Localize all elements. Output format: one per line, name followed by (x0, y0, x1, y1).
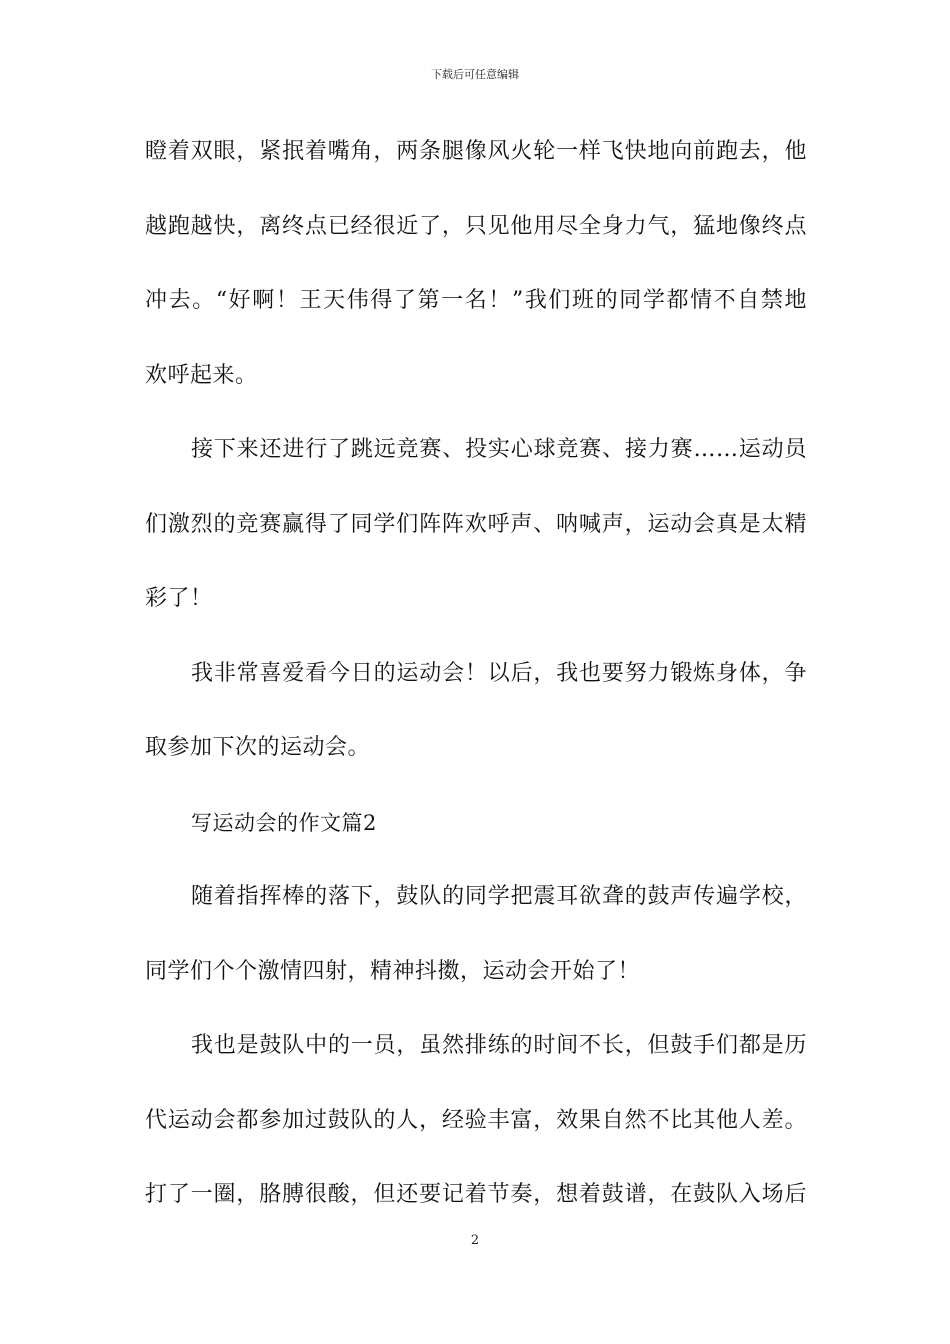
text-line: 彩了！ (145, 586, 213, 611)
text-line: 们激烈的竞赛赢得了同学们阵阵欢呼声、呐喊声，运动会真是太精 (145, 511, 807, 537)
document-body (145, 128, 807, 1246)
text-line: 越跑越快，离终点已经很近了，只见他用尽全身力气，猛地像终点 (145, 213, 807, 239)
text-line: 我非常喜爱看今日的运动会！以后，我也要努力锻炼身体，争 (191, 660, 807, 686)
section-heading: 写运动会的作文篇2 (191, 810, 377, 835)
page-number: 2 (470, 1233, 480, 1248)
text-line: 随着指挥棒的落下，鼓队的同学把震耳欲聋的鼓声传遍学校， (191, 884, 807, 909)
text-line: 接下来还进行了跳远竞赛、投实心球竞赛、接力赛……运动员 (191, 437, 807, 462)
text-line: 瞪着双眼，紧抿着嘴角，两条腿像风火轮一样飞快地向前跑去，他 (145, 139, 807, 164)
text-line: 打了一圈，胳膊很酸，但还要记着节奏，想着鼓谱，在鼓队入场后 (145, 1182, 807, 1207)
text-line: 同学们个个激情四射，精神抖擞，运动会开始了！ (145, 958, 641, 984)
text-line: 冲去。“好啊！王天伟得了第一名！”我们班的同学都情不自禁地 (145, 288, 807, 313)
page-header: 下载后可任意编辑 (431, 68, 519, 81)
text-line: 欢呼起来。 (145, 362, 258, 388)
text-line: 代运动会都参加过鼓队的人，经验丰富，效果自然不比其他人差。 (145, 1107, 807, 1133)
text-line: 取参加下次的运动会。 (145, 735, 371, 760)
text-line: 我也是鼓队中的一员，虽然排练的时间不长，但鼓手们都是历 (191, 1033, 807, 1058)
